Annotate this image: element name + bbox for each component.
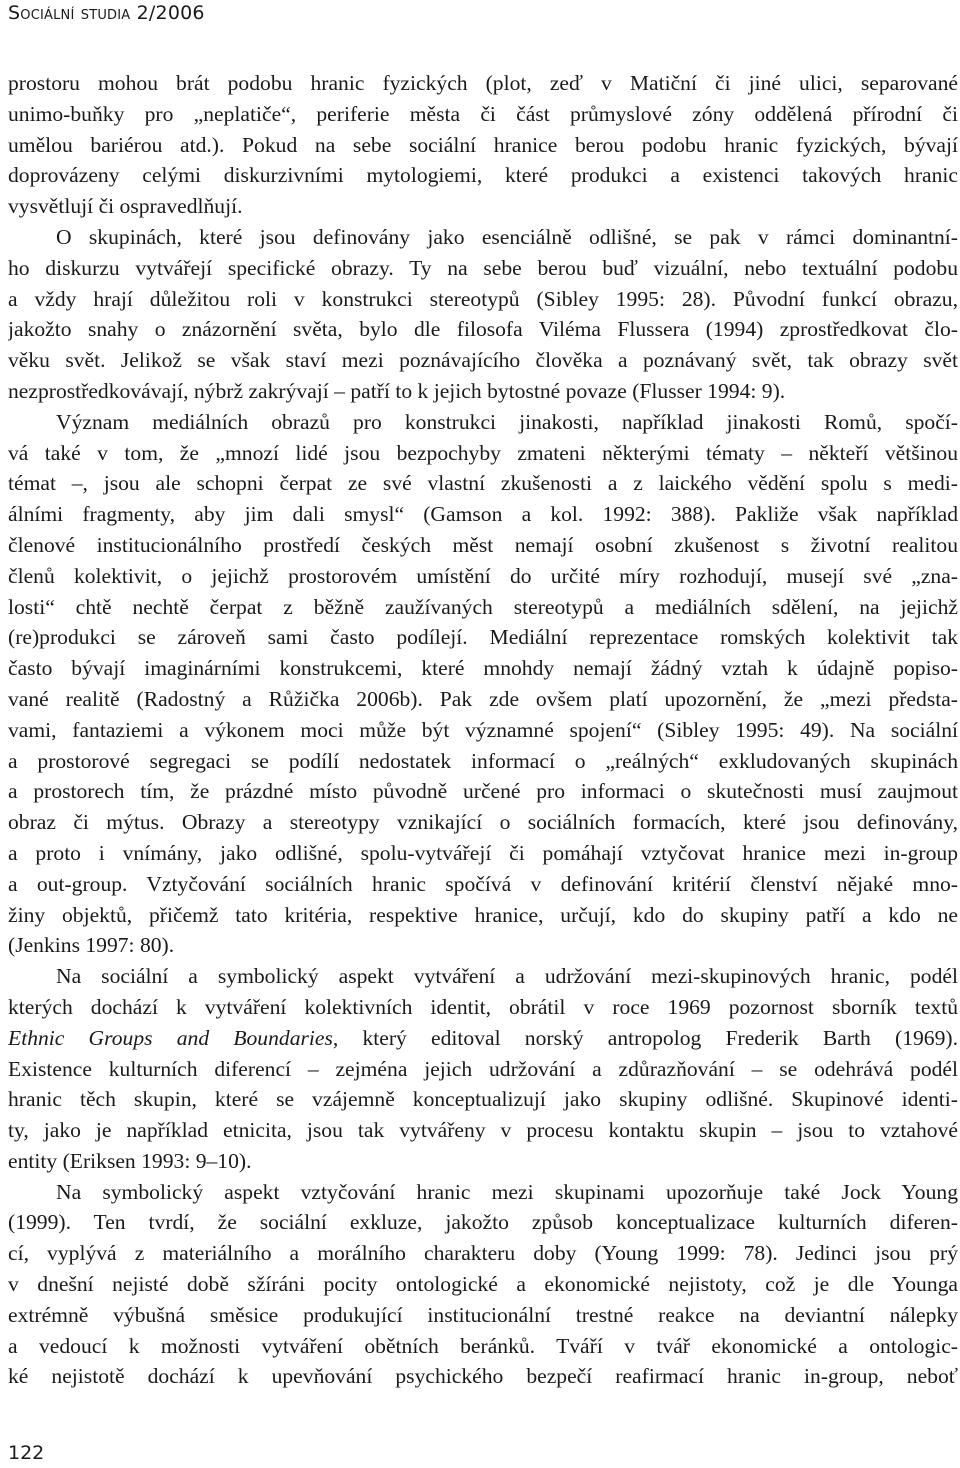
- text-line: Na sociální a symbolický aspekt vytváření a udržování mezi-skupinových hranic, podél: [56, 964, 958, 989]
- text-line: losti“ chtě nechtě čerpat z běžně zaužívaných stereotypů a mediálních sdělení, na jejichž: [8, 594, 958, 619]
- text-line: prostoru mohou brát podobu hranic fyzických (plot, zeď v Matiční či jiné ulici, separované: [8, 71, 958, 95]
- text-line: a vždy hrají důležitou roli v konstrukci stereotypů (Sibley 1995: 28). Původní funkcí obrazu,: [8, 286, 958, 311]
- book-title: Ethnic Groups and Boundaries: [8, 1025, 333, 1050]
- article-body: [8, 68, 958, 1392]
- text-line: členů kolektivit, o jejichž prostorovém umístění do určité míry rozhodují, musejí své „zna-: [8, 563, 958, 588]
- text-line: Existence kulturních diferencí – zejména jejich udržování a zdůrazňování – se odehrává podél: [8, 1056, 958, 1081]
- text-line: a vedoucí k možnosti vytváření obětních beránků. Tváří v tvář ekonomické a ontologic-: [8, 1333, 958, 1358]
- text-line: nezprostředkovávají, nýbrž zakrývají – patří to k jejich bytostné povaze (Flusser 1994: 9).: [8, 378, 786, 403]
- text-line: ty, jako je například etnicita, jsou tak vytvářeny v procesu kontaktu skupin – jsou to vztahové: [8, 1118, 958, 1143]
- text-line: (re)produkci se zároveň sami často podílejí. Mediální reprezentace romských kolektivit tak: [8, 625, 958, 650]
- text-line: ké nejistotě dochází k upevňování psychického bezpečí reafirmací hranic in-group, neboť: [8, 1364, 958, 1389]
- text-line: vá také v tom, že „mnozí lidé jsou bezpochyby zmateni některými tématy – někteří většinou: [8, 440, 958, 465]
- text-line: Ethnic Groups and Boundaries, který editoval norský antropolog Frederik Barth (1969).: [8, 1025, 958, 1050]
- text-line: obraz či mýtus. Obrazy a stereotypy vznikající o sociálních formacích, které jsou definovány,: [8, 810, 958, 835]
- text-line: a proto i vnímány, jako odlišné, spolu-vytvářejí či pomáhají vztyčovat hranice mezi in-group: [8, 840, 958, 865]
- text-line: entity (Eriksen 1993: 9–10).: [8, 1148, 252, 1173]
- text-line: žiny objektů, přičemž tato kritéria, respektive hranice, určují, kdo do skupiny patří a kdo ne: [8, 902, 958, 927]
- journal-issue: 2/2006: [136, 2, 205, 24]
- text-line: extrémně výbušná směsice produkující institucionální trestné reakce na deviantní nálepky: [8, 1302, 958, 1327]
- text-line: vysvětlují či ospravedlňují.: [8, 194, 243, 219]
- text-line: a prostorové segregaci se podílí nedostatek informací o „reálných“ exkludovaných skupinách: [8, 748, 958, 773]
- text-line: a prostorech tím, že prázdné místo původně určené pro informaci o skutečnosti musí zaujmout: [8, 779, 958, 804]
- text-line: jakožto snahy o znázornění světa, bylo dle filosofa Viléma Flussera (1994) zprostředkovat člo-: [8, 317, 958, 342]
- text-line: doprovázeny celými diskurzivními mytologiemi, které produkci a existenci takových hranic: [8, 163, 958, 188]
- journal-title: Sociální studia: [8, 2, 131, 24]
- text-line: a out-group. Vztyčování sociálních hranic spočívá v definování kritérií členství nějaké mno-: [8, 871, 958, 896]
- text-line: Na symbolický aspekt vztyčování hranic mezi skupinami upozorňuje také Jock Young: [56, 1179, 958, 1204]
- text-line: unimo-buňky pro „neplatiče“, periferie města či část průmyslové zóny oddělená přírodní či: [8, 101, 958, 126]
- text-line: hranic těch skupin, které se vzájemně konceptualizují jako skupiny odlišné. Skupinové identi-: [8, 1087, 958, 1112]
- text-line: věku svět. Jelikož se však staví mezi poznávajícího člověka a poznávaný svět, tak obrazy svět: [8, 348, 958, 373]
- text-line: álními fragmenty, aby jim dali smysl“ (Gamson a kol. 1992: 388). Pakliže však například: [8, 502, 958, 527]
- text-line: členové institucionálního prostředí českých měst nemají osobní zkušenost s životní realitou: [8, 532, 958, 557]
- text-line: (Jenkins 1997: 80).: [8, 933, 175, 958]
- text-line: témat –, jsou ale schopni čerpat ze své vlastní zkušenosti a z laického vědění spolu s medi-: [8, 471, 958, 496]
- running-header: [8, 2, 205, 24]
- page-number: 122: [8, 1442, 45, 1464]
- text-line: cí, vyplývá z materiálního a morálního charakteru doby (Young 1999: 78). Jedinci jsou prý: [8, 1241, 958, 1266]
- text-line: umělou bariérou atd.). Pokud na sebe sociální hranice berou podobu hranic fyzických, bývají: [8, 132, 958, 157]
- text-line: v dnešní nejisté době sžíráni pocity ontologické a ekonomické nejistoty, což je dle Younga: [8, 1272, 958, 1297]
- text-line: vami, fantaziemi a výkonem moci může být významné spojení“ (Sibley 1995: 49). Na sociální: [8, 717, 958, 742]
- text-line: Význam mediálních obrazů pro konstrukci jinakosti, například jinakosti Romů, spočí-: [56, 409, 958, 434]
- text-line: O skupinách, které jsou definovány jako esenciálně odlišné, se pak v rámci dominantní-: [56, 224, 958, 249]
- text-line: často bývají imaginárními konstrukcemi, které mnohdy nemají žádný vztah k údajně popiso-: [8, 656, 958, 681]
- text-line: vané realitě (Radostný a Růžička 2006b). Pak zde ovšem platí upozornění, že „mezi předsta-: [8, 686, 958, 711]
- text-line: ho diskurzu vytvářejí specifické obrazy. Ty na sebe berou buď vizuální, nebo textuální podobu: [8, 255, 958, 280]
- text-line: (1999). Ten tvrdí, že sociální exkluze, jakožto způsob konceptualizace kulturních diferen-: [8, 1210, 958, 1235]
- text-line: kterých dochází k vytváření kolektivních identit, obrátil v roce 1969 pozornost sborník textů: [8, 994, 958, 1019]
